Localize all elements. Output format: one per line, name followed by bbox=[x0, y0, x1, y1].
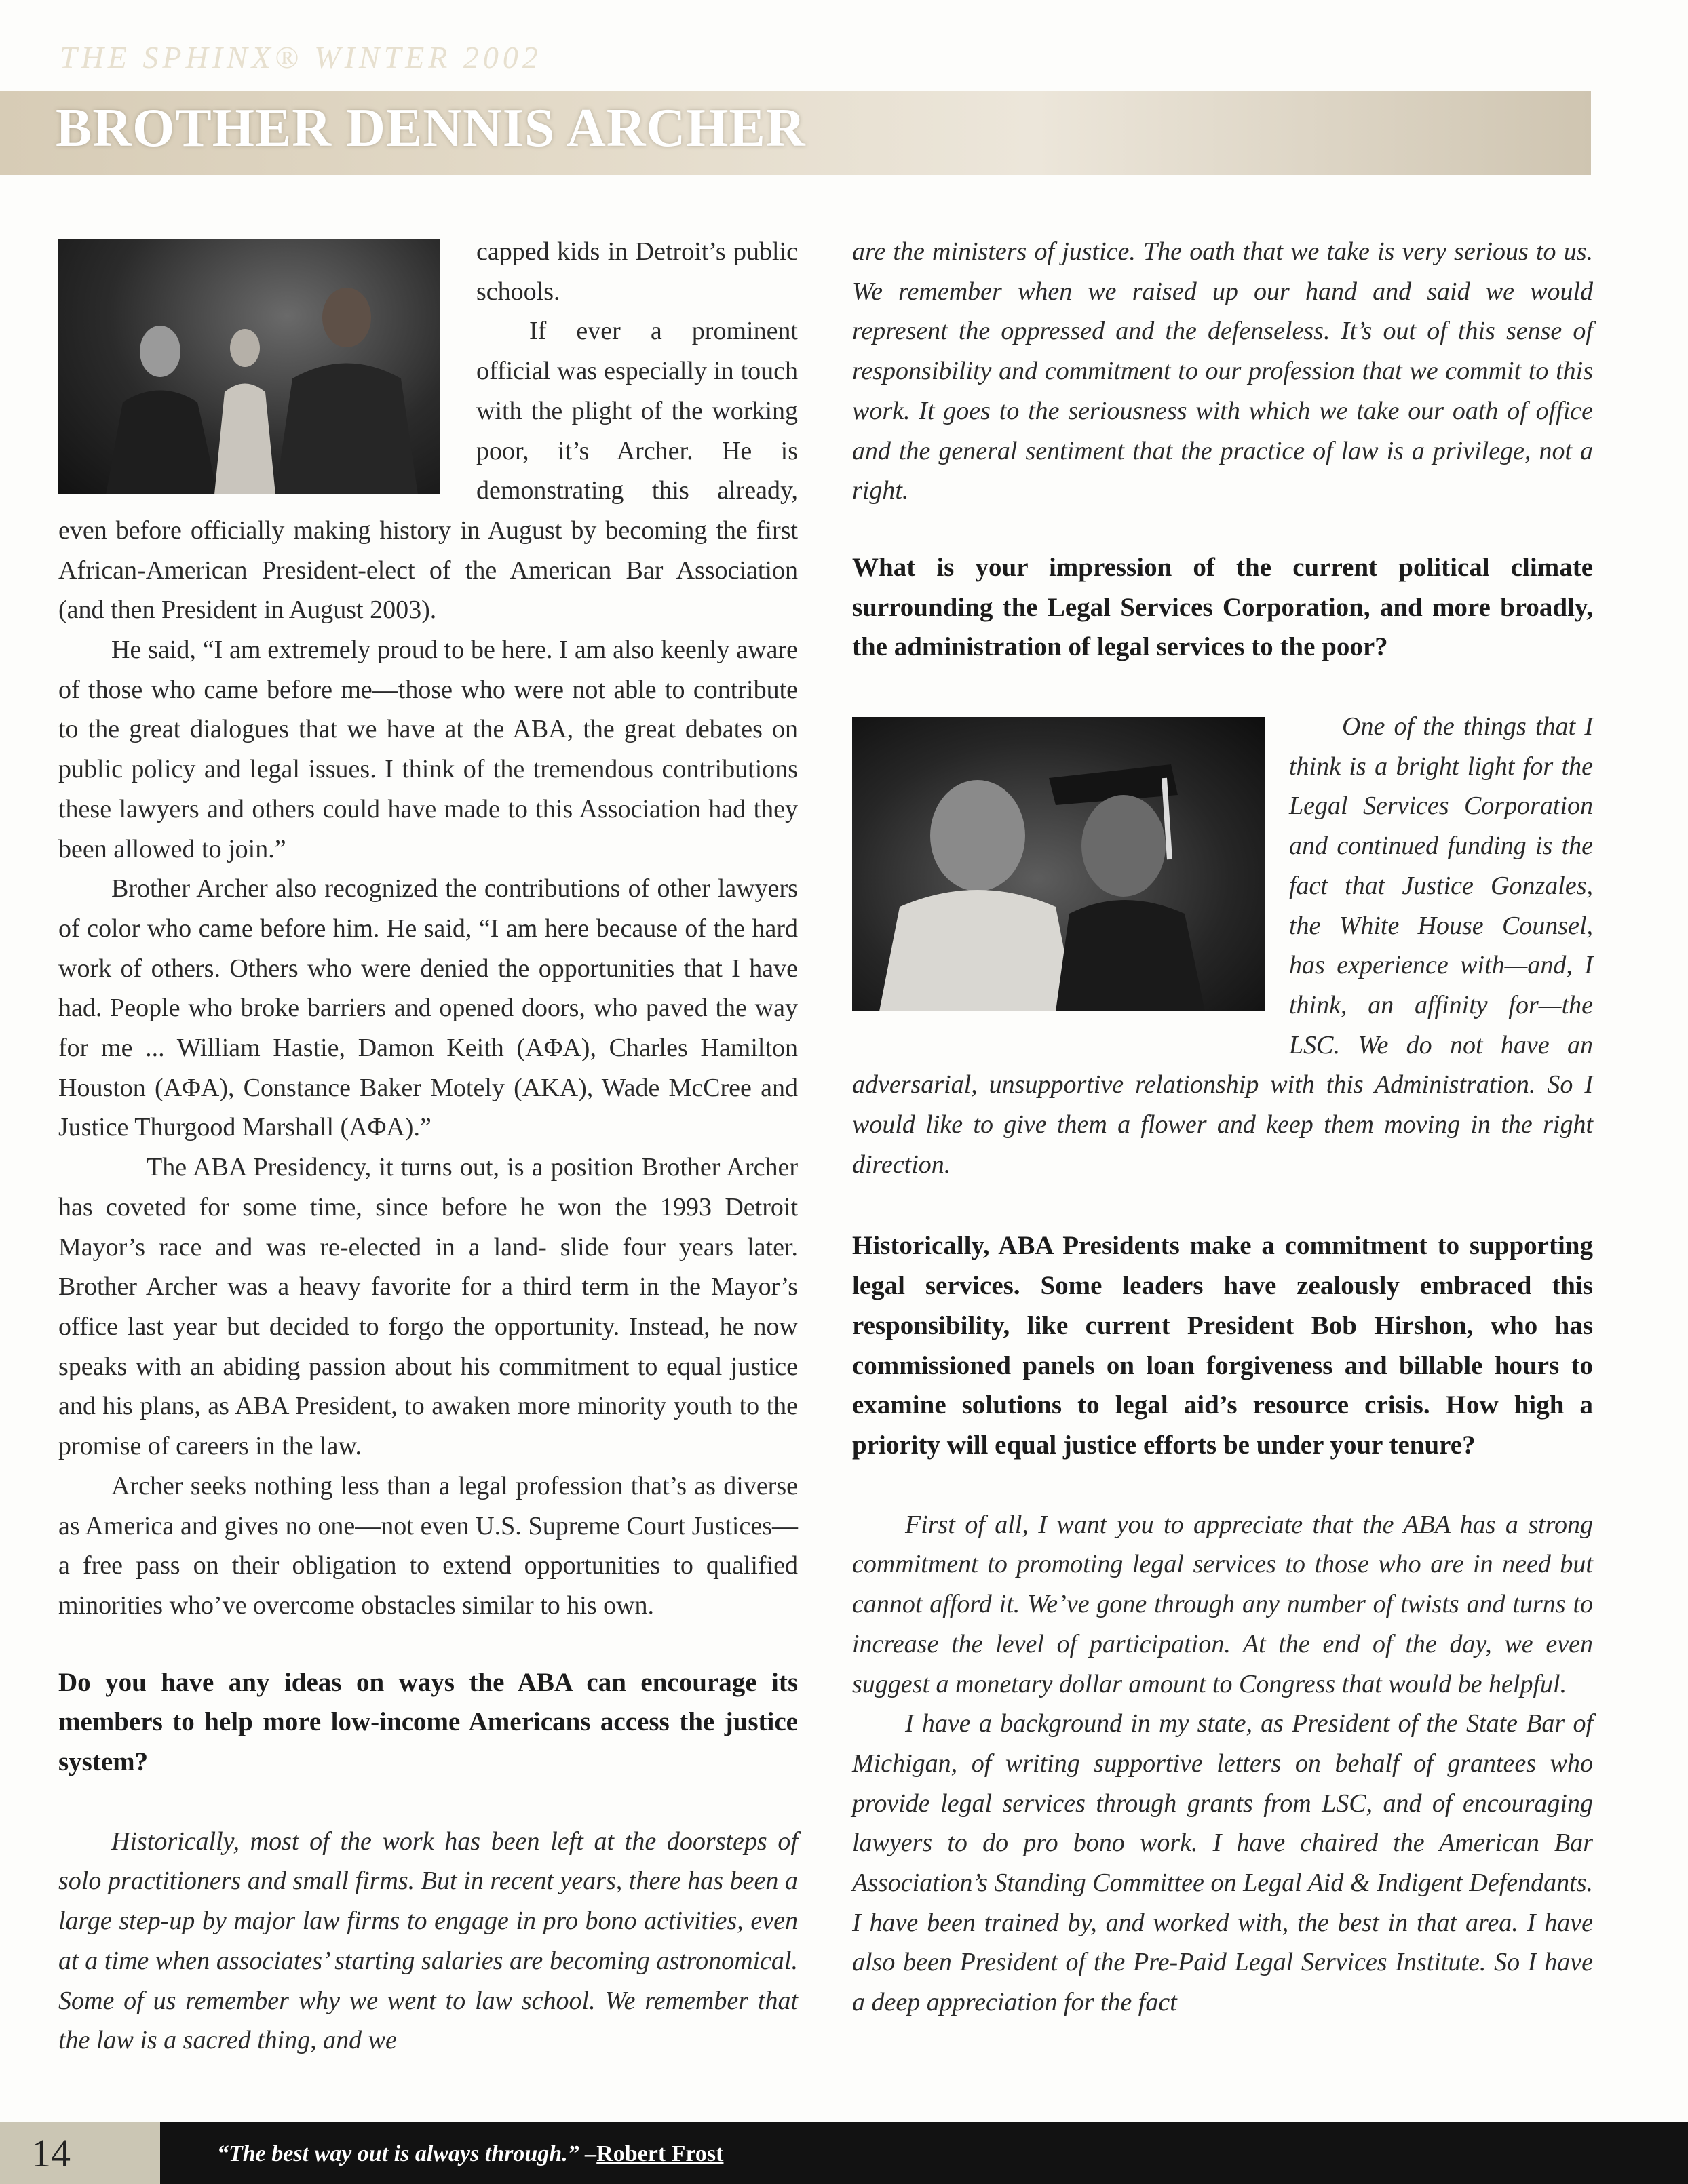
photo-archer-stage bbox=[58, 239, 440, 494]
left-paragraph-5: The ABA Presidency, it turns out, is a position Brother Archer has coveted for some time, since before he won the 1993 Detroit Mayor’s race and was re-elected in a land- slide four years later. Brother Archer was a heavy favorite for a third term in the Mayor’s office last year but decided to forgo the opportunity. Instead, he now speaks with an abiding passion about his commitment to equal justice and his plans, as ABA President, to awaken more minority youth to the promise of careers in the law. bbox=[58, 1153, 798, 1461]
photo-archer-stage-figures bbox=[58, 239, 440, 494]
footer-quote-author: Robert Frost bbox=[596, 2141, 724, 2166]
running-head: THE SPHINX® WINTER 2002 bbox=[60, 40, 542, 75]
footer-quote bbox=[217, 2141, 723, 2167]
left-paragraph-2: If ever a prominent official was especially in touch with the plight of the working poor, it’s Archer. He is demonstrating this already, even before officially making history in August by becoming the first African-American President-elect of the American Bar Association (and then President in August 2003). bbox=[58, 317, 798, 625]
answer-2: One of the things that I think is a bright light for the Legal Services Corporation and continued funding is the fact that Justice Gonzales, the White House Counsel, has experience with—and, I think, an affinity for—the LSC. We do not have an adversarial, unsupportive relationship with this Administration. So I would like to give them a flower and keep them moving in the right direction. bbox=[852, 712, 1593, 1179]
title-band bbox=[0, 91, 1591, 175]
page-number-block bbox=[0, 2122, 160, 2184]
left-paragraph-6: Archer seeks nothing less than a legal profession that’s as diverse as America and gives no one—not even U.S. Supreme Court Justices—a free pass on their obligation to extend opportunities to qualified minorities who’ve overcome obstacles similar to his own. bbox=[58, 1471, 798, 1620]
footer-quote-bar bbox=[160, 2122, 1688, 2184]
left-paragraph-1: capped kids in Detroit’s public schools. bbox=[476, 237, 798, 306]
right-column bbox=[852, 232, 1593, 2023]
article-title: BROTHER DENNIS ARCHER bbox=[56, 98, 806, 158]
answer-1: Historically, most of the work has been left at the doorsteps of solo practitioners and small firms. But in recent years, there has been a large step-up by major law firms to engage in pro bono activities, even at a time when associates’ starting salaries are becoming astronomical. Some of us remember why we went to law school. We remember that the law is a sacred thing, and we bbox=[58, 1827, 798, 2055]
answer-3-paragraph-2: I have a background in my state, as President of the State Bar of Michigan, of writing supportive letters on behalf of grantees who provide legal services through grants from LSC, and of encouraging lawyers to do pro bono work. I have chaired the American Bar Association’s Standing Committee on Legal Aid & Indigent Defendants. I have been trained by, and worked with, the best in that area. I have also been President of the Pre-Paid Legal Services Institute. So I have a deep appreciation for the fact bbox=[852, 1709, 1593, 2017]
answer-1-continued: are the ministers of justice. The oath that we take is very serious to us. We remember when we raised up our hand and said we would represent the oppressed and the defenseless. It’s out of this sense of responsibility and commitment to our profession that we commit to this work. It goes to the seriousness with which we take our oath of office and the general sentiment that the practice of law is a privilege, not a right. bbox=[852, 237, 1593, 505]
footer-quote-text: “The best way out is always through.” – bbox=[217, 2141, 597, 2166]
question-2: What is your impression of the current political climate surrounding the Legal Services Corporation, and more broadly, the administration of legal services to the poor? bbox=[852, 552, 1593, 662]
left-paragraph-3: He said, “I am extremely proud to be here. I am also keenly aware of those who came before me—those who were not able to contribute to the great dialogues that we have at the ABA, the great debates on public policy and legal issues. I think of the tremendous contributions these lawyers and others could have made to this Association had they been allowed to join.” bbox=[58, 636, 798, 863]
photo-archer-graduation bbox=[852, 717, 1265, 1011]
answer-3-paragraph-1: First of all, I want you to appreciate that the ABA has a strong commitment to promoting legal services to those who are in need but cannot afford it. We’ve gone through any number of twists and turns to increase the level of participation. At the end of the day, we even suggest a monetary dollar amount to Congress that would be helpful. bbox=[852, 1510, 1593, 1698]
left-column bbox=[58, 232, 798, 2061]
left-paragraph-4: Brother Archer also recognized the contributions of other lawyers of color who came before him. He said, “I am here because of the hard work of others. Others who were denied the opportunities that I have had. People who broke barriers and opened doors, who paved the way for me ... William Hastie, Damon Keith (AΦA), Charles Hamilton Houston (AΦA), Constance Baker Motely (AKA), Wade McCree and Justice Thurgood Marshall (AΦA).” bbox=[58, 874, 798, 1142]
page-number: 14 bbox=[31, 2131, 71, 2175]
question-1: Do you have any ideas on ways the ABA can encourage its members to help more low-income Americans access the justice system? bbox=[58, 1667, 798, 1777]
question-3: Historically, ABA Presidents make a commitment to supporting legal services. Some leaders have zealously embraced this responsibility, like current President Bob Hirshon, who has commissioned panels on loan forgiveness and billable hours to examine solutions to legal aid’s resource crisis. How high a priority will equal justice efforts be under your tenure? bbox=[852, 1231, 1593, 1460]
photo-archer-graduation-figures bbox=[852, 717, 1265, 1011]
